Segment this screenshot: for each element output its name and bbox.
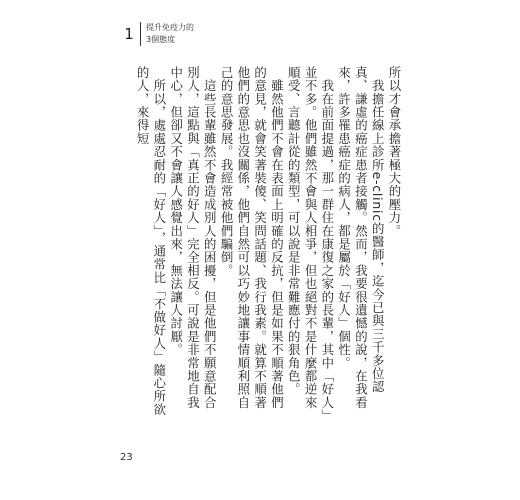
paragraph: 這些長輩雖然不會造成別人的困擾，但是他們不願意配合別人，這點與「真正的好人」完全相反。可說是非常地自我中心，但卻又不會讓人感覺出來，無法讓人討厭。 <box>168 66 218 410</box>
chapter-title <box>146 22 194 46</box>
page-number: 23 <box>120 452 133 463</box>
body-text <box>124 66 402 418</box>
chapter-number-box <box>118 22 141 46</box>
paragraph: 我擔任線上診所e-clinic的醫師，迄今已與三千多位認真、謙虛的癌症患者接觸。然而，我要很遺憾的說，在我看來，許多罹患癌症的病人，都是屬於「好人」個性。 <box>336 66 386 410</box>
paragraph: 我在前面提過，那一群住在康復之家的長輩，其中「好人」並不多。他們雖然不會與人相爭，但也絕對不是什麼都逆來順受、言聽計從的類型，可以說是非常難應付的狠角色。 <box>286 66 335 417</box>
chapter-title-line-2: 3個態度 <box>146 35 176 44</box>
chapter-title-line-1: 提升免疫力的 <box>146 23 194 32</box>
paragraph: 所以，處處忍耐的「好人」，通常比「不做好人」隨心所欲的人，來得短 <box>135 66 167 417</box>
paragraph: 所以才會承擔著極大的壓力。 <box>387 66 402 238</box>
chapter-number: 1 <box>124 25 134 43</box>
paragraph: 雖然他們不會在表面上明確的反抗，但是如果不順著他們的意見，就會笑著裝傻、笑問話題、我行我素。就算不順著他們的意思也沒關係，他們自然可以巧妙地讓事情順利照自己的意思發展。我經常被他們騙倒。 <box>219 66 285 410</box>
